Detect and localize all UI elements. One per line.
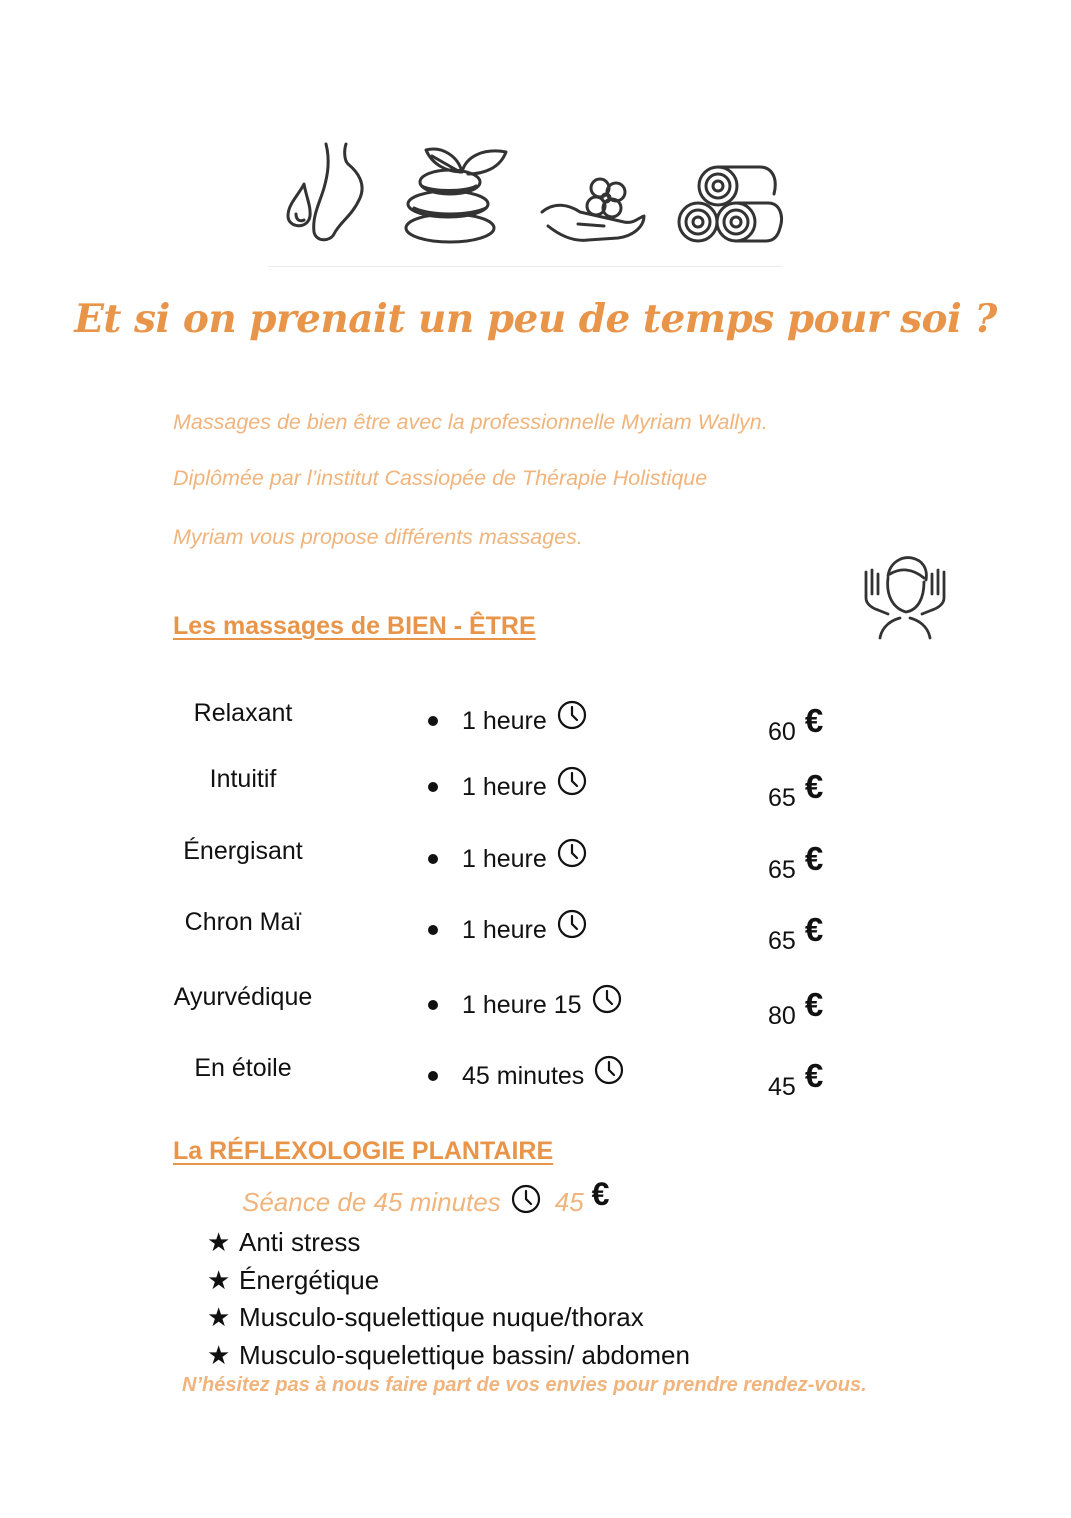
service-duration [428,772,587,802]
wellness-title: Les massages de BIEN - ÊTRE [173,612,536,640]
session-text: Séance de 45 minutes [242,1187,501,1217]
service-name: Relaxant [193,699,293,727]
service-price [768,768,824,814]
clock-icon [511,1184,541,1214]
hand-holding-flower-icon [538,168,650,246]
service-duration [428,844,587,874]
list-item-text: Musculo-squelettique bassin/ abdomen [239,1339,690,1370]
reflexology-session [242,1176,610,1221]
session-price: 45 [554,1187,584,1217]
reflexology-list [207,1224,690,1374]
face-massage-icon [860,554,950,640]
clock-icon [557,838,587,868]
star-icon: ★ [207,1227,231,1257]
list-item [207,1224,690,1262]
euro-symbol: € [804,1057,824,1094]
service-name: Intuitif [209,765,277,793]
page-title: Et si on prenait un peu de temps pour soi ? [74,296,997,342]
intro-line-3: Myriam vous propose différents massages. [173,525,583,549]
euro-symbol: € [804,768,824,805]
service-name: Énergisant [183,837,303,865]
price-amount: 45 [768,1073,796,1101]
service-duration [428,1061,624,1091]
service-duration [428,990,622,1020]
service-name: Chron Maï [184,908,302,936]
list-item-text: Musculo-squelettique nuque/thorax [239,1302,644,1332]
price-amount: 65 [768,927,796,955]
list-item [207,1337,690,1375]
star-icon: ★ [207,1264,231,1295]
service-price [768,702,824,748]
service-price [768,1057,824,1103]
bullet-dot [428,1071,438,1081]
bullet-dot [428,782,438,792]
duration-text: 45 minutes [462,1061,585,1090]
foot-with-drop-icon [278,140,368,246]
intro-line-2: Diplômée par l’institut Cassiopée de Thérapie Holistique [173,466,708,490]
euro-symbol: € [591,1176,610,1212]
price-amount: 60 [768,718,796,746]
bullet-dot [428,925,438,935]
header-divider [268,266,782,267]
stacked-stones-with-leaf-icon [402,142,512,246]
clock-icon [557,700,587,730]
bullet-dot [428,716,438,726]
service-price [768,986,824,1032]
duration-text: 1 heure 15 [462,990,582,1019]
service-name: Ayurvédique [173,983,313,1011]
service-duration [428,706,587,736]
intro-line-1: Massages de bien être avec la professionnelle Myriam Wallyn. [173,410,768,434]
duration-text: 1 heure [462,772,547,801]
bullet-dot [428,1000,438,1010]
euro-symbol: € [804,911,824,948]
service-duration [428,915,587,945]
euro-symbol: € [804,702,824,739]
price-amount: 65 [768,856,796,884]
service-price [768,840,824,886]
header-icons [270,138,790,250]
clock-icon [557,909,587,939]
service-price [768,911,824,957]
list-item-text: Énergétique [239,1264,380,1295]
clock-icon [592,984,622,1014]
reflexology-title: La RÉFLEXOLOGIE PLANTAIRE [173,1137,554,1165]
list-item [207,1262,690,1300]
rolled-towels-icon [674,164,784,246]
duration-text: 1 heure [462,915,547,944]
bullet-dot [428,854,438,864]
duration-text: 1 heure [462,844,547,873]
euro-symbol: € [804,840,824,877]
price-amount: 80 [768,1002,796,1030]
clock-icon [594,1055,624,1085]
price-amount: 65 [768,784,796,812]
service-name: En étoile [194,1054,292,1082]
list-item [207,1299,690,1337]
star-icon: ★ [207,1339,231,1370]
footer-note: N’hésitez pas à nous faire part de vos envies pour prendre rendez-vous. [182,1374,867,1396]
euro-symbol: € [804,986,824,1023]
clock-icon [557,766,587,796]
duration-text: 1 heure [462,706,547,735]
star-icon: ★ [207,1302,231,1332]
list-item-text: Anti stress [239,1227,361,1257]
